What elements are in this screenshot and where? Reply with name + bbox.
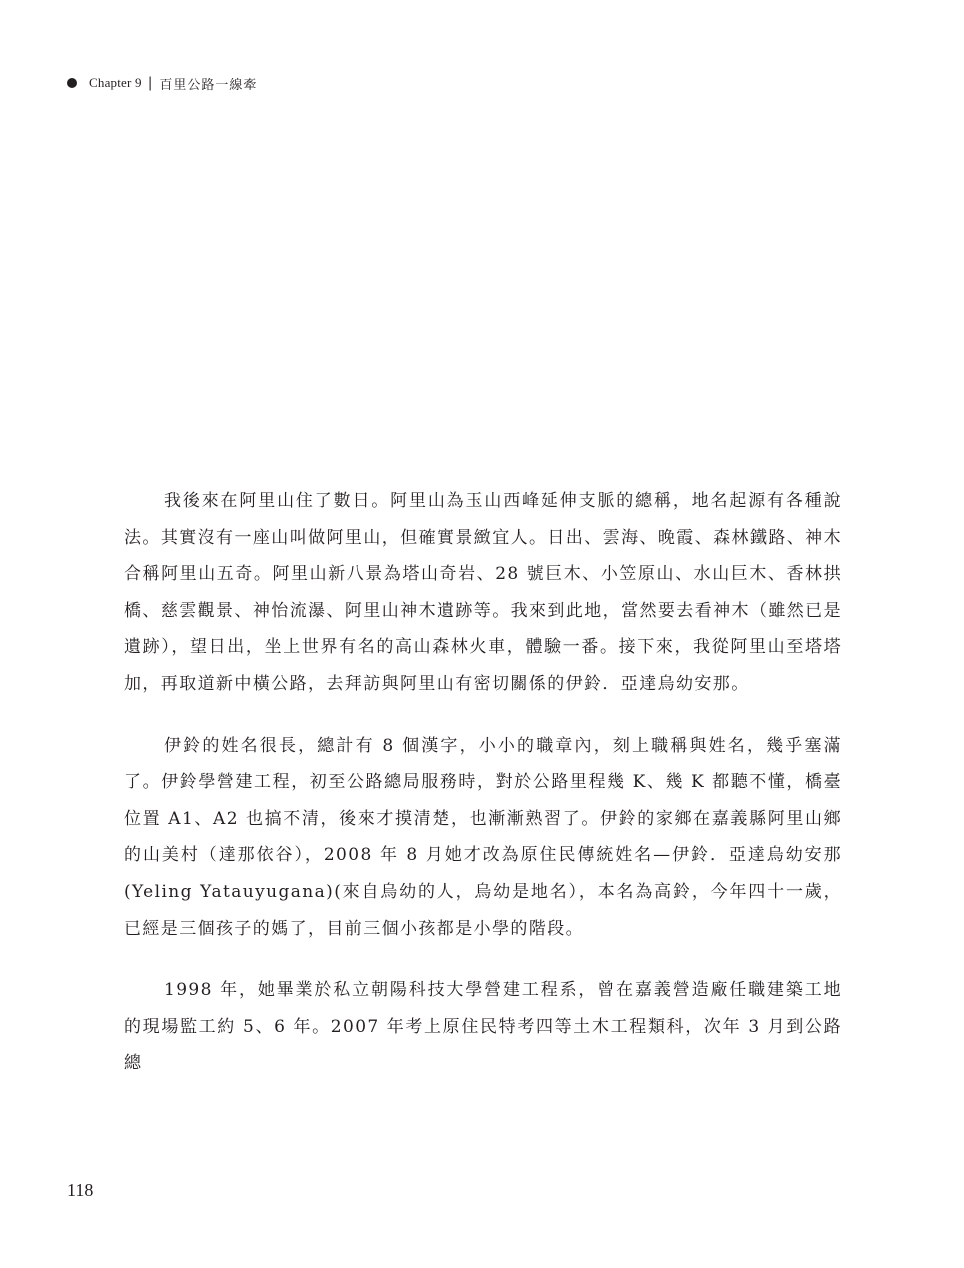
page-number: 118 — [67, 1180, 94, 1200]
paragraph-1: 我後來在阿里山住了數日。阿里山為玉山西峰延伸支脈的總稱，地名起源有各種說法。其實沒有一座山叫做阿里山，但確實景緻宜人。日出、雲海、晚霞、森林鐵路、神木合稱阿里山五奇。阿里山新八景為塔山奇岩、28 號巨木、小笠原山、水山巨木、香林拱橋、慈雲觀景、神怡流瀑、阿里山神木遺跡等。我來到此地，當然要去看神木（雖然已是遺跡），望日出，坐上世界有名的高山森林火車，體驗一番。接下來，我從阿里山至塔塔加，再取道新中橫公路，去拜訪與阿里山有密切關係的伊鈴．亞達烏幼安那。 — [124, 491, 842, 694]
running-header — [67, 73, 257, 93]
paragraph-2: 伊鈴的姓名很長，總計有 8 個漢字，小小的職章內，刻上職稱與姓名，幾乎塞滿了。伊鈴學營建工程，初至公路總局服務時，對於公路里程幾 K、幾 K 都聽不懂，橋臺位置 A1、A2 也搞不清，後來才摸清楚，也漸漸熟習了。伊鈴的家鄉在嘉義縣阿里山鄉的山美村（達那依谷），2008 年 8 月她才改為原住民傳統姓名—伊鈴．亞達烏幼安那(Yeling Yatauyugana)(來自烏幼的人，烏幼是地名），本名為高鈴，今年四十一歲，已經是三個孩子的媽了，目前三個小孩都是小學的階段。 — [124, 735, 842, 939]
chapter-label: Chapter 9 — [89, 75, 142, 90]
bullet-icon — [67, 78, 77, 88]
paragraph-3: 1998 年，她畢業於私立朝陽科技大學營建工程系，曾在嘉義營造廠任職建築工地的現場監工約 5、6 年。2007 年考上原住民特考四等土木工程類科，次年 3 月到公路總 — [124, 980, 842, 1074]
header-separator: | — [147, 75, 153, 91]
chapter-title: 百里公路一線牽 — [159, 77, 258, 93]
body-text — [124, 483, 842, 1082]
